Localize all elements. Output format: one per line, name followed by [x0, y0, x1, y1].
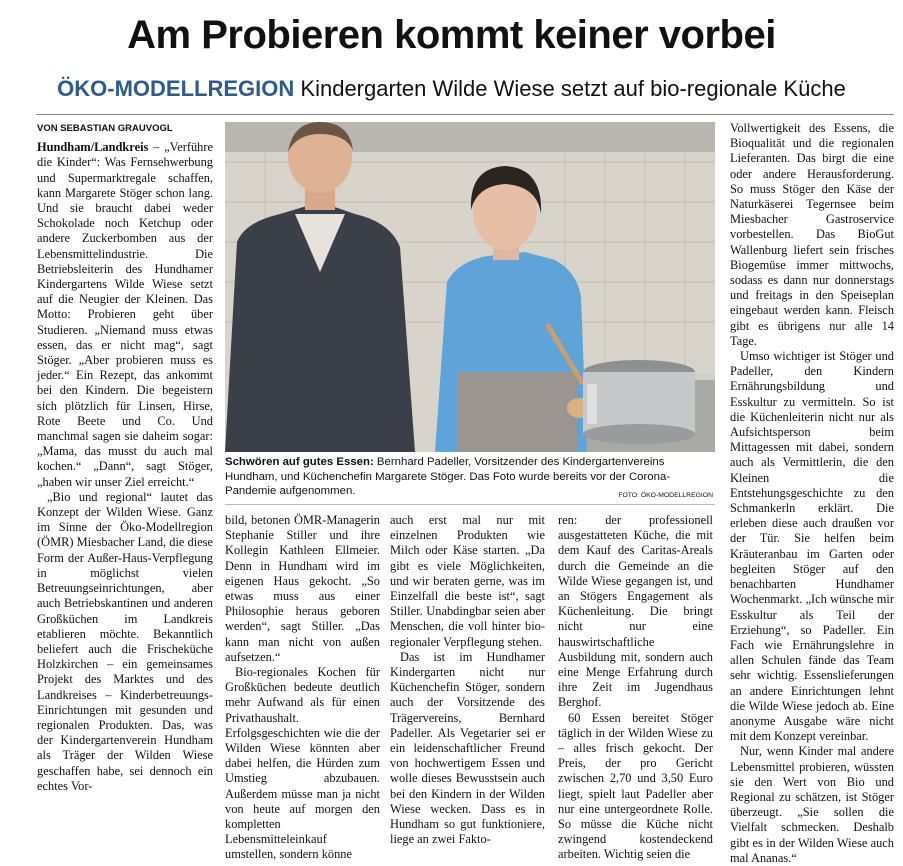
photo-credit: FOTO: ÖKO-MODELLREGION [618, 492, 713, 499]
paragraph: auch erst mal nur mit einzelnen Produkten wie Milch oder Käse starten. „Da gibt es viele Möglichkeiten, und wir beraten gerne, was im Einzelfall die beste ist“, sagt Stiller. Unabdingbar seien aber Menschen, die voll hinter bio-regionaler Verpflegung stehen. [390, 513, 545, 649]
kicker: ÖKO-MODELLREGION [57, 76, 295, 101]
caption-lead: Schwören auf gutes Essen: [225, 456, 374, 468]
headline: Am Probieren kommt keiner vorbei [127, 13, 776, 57]
paragraph: 60 Essen bereitet Stöger täglich in der Wilden Wiese zu – alles frisch gekocht. Der Preis, der pro Gericht zwischen 2,70 und 3,50 Euro liegt, spielt laut Padeller aber nur eine untergeordnete Rolle. So müsse die Küche nicht zwingend kostendeckend arbeiten. Wichtig seien die [558, 710, 713, 862]
paragraph: bild, betonen ÖMR-Managerin Stephanie Stiller und ihre Kollegin Kathleen Ellmeier. Denn in Hundham wird im eigenen Haus gekocht. „So etwas muss aus einer Philosophie heraus geboren werden“, sagt Stiller. „Das kann man nicht von außen aufsetzen.“ [225, 513, 380, 664]
caption-text: Bernhard Padeller, Vorsitzender des Kindergartenvereins Hundham, und Küchenchefin Margarete Stöger. Das Foto wurde bereits vor der Corona-Pandemie aufgenommen. [225, 456, 671, 498]
article-photo [225, 122, 715, 452]
paragraph: Bio-regionales Kochen für Großküchen bedeute deutlich mehr Aufwand als für einen Privathaushalt. Erfolgsgeschichten wie die der Wilden Wiese könnten aber dabei helfen, die Hürden zum Umstieg abzubauen. Außerdem müsse man ja nicht von heute auf morgen den kompletten Lebensmitteleinkauf umstellen, sondern könne [225, 665, 380, 862]
column-2 [225, 513, 380, 863]
column-5 [730, 121, 894, 866]
header-rule [36, 114, 894, 115]
subheadline-row [0, 72, 903, 106]
column-3 [390, 513, 545, 847]
column-1 [37, 121, 213, 794]
paragraph: Das ist im Hundhamer Kindergarten nicht nur Küchenchefin Stöger, sondern auch der Vorsitzende des Trägervereins, Bernhard Padeller. Als Vegetarier sei er ein leidenschaftlicher Freund von hochwertigem Essen und wolle dieses Bewusstsein auch bei den Kindern in der Wilden Wiese wecken. Dass es in Hundham so gut funktioniere, liege an zwei Fakto- [390, 649, 545, 847]
paragraph: Umso wichtiger ist Stöger und Padeller, den Kindern Ernährungsbildung und Esskultur zu vermitteln. So ist die Küchenleiterin nicht nur als Aufsichtsperson beim Mittagessen mit dabei, sondern auch als Vermittlerin, die den Kleinen die Entstehungsgeschichte zu den Schmankerln erklärt. Die erleben diese auch draußen vor der Tür. Sie helfen beim Kräuteranbau im Garten oder begleiten Stöger auf den benachbarten Hundhamer Wochenmarkt. „Ich wünsche mir Esskultur als Teil der Erziehung“, so Padeller. Ein Fach wie Ernährungslehre in allen Schulen fände das Team sehr wichtig. Essenslieferungen an andere Einrichtungen lehnt die Wilde Wiese jedoch ab. Eine anonyme Ausgabe wäre nicht mit dem Konzept vereinbar. [730, 349, 894, 744]
paragraph: Nur, wenn Kinder mal andere Lebensmittel probieren, wüssten sie den Wert von Bio und Regional zu schätzen, ist Stöger überzeugt. „Sie sollen die Vielfalt schmecken. Deshalb gibt es in der Wilden Wiese auch mal Ananas.“ [730, 744, 894, 865]
paragraph: ren: der professionell ausgestatteten Küche, die mit dem Kauf des Caritas-Areals durch die Gemeinde an die Wilde Wiese gegangen ist, und an Stögers Engagement als Küchenleitung. Die bringt nicht nur eine hauswirtschaftliche Ausbildung mit, sondern auch eine Menge Erfahrung durch ihre Zeit im Jugendhaus Berghof. [558, 513, 713, 710]
paragraph: Vollwertigkeit des Essens, die Bioqualität und die regionalen Lieferanten. Das birgt die eine oder andere Herausforderung. So muss Stöger den Käse der Naturkäserei Tegernsee beim Miesbacher Gastroservice vorbestellen. Das BioGut Wallenburg liefert sein frisches Biogemüse immer mittwochs, sodass es dann nur donnerstags und freitags in den Speiseplan eingebaut werden kann. Fleisch gibt es übrigens nur alle 14 Tage. [730, 121, 894, 348]
byline: VON SEBASTIAN GRAUVOGL [37, 123, 173, 134]
subheadline: Kindergarten Wilde Wiese setzt auf bio-regionale Küche [300, 76, 846, 101]
paragraph-text: – „Verführe die Kinder“: Was Fernsehwerbung und Supermarktregale schaffen, kann Margarete Stöger schon lang. Und sie braucht dabei weder Schokolade noch Ketchup oder andere Zuckerbomben aus der Lebensmittelindustrie. Die Betriebsleiterin des Hundhamer Kindergartens Wilde Wiese setzt auf die Neugier der Kleinen. Das Motto: Probieren geht über Studieren. „Niemand muss etwas essen, das er nicht mag“, sagt Stöger. „Aber probieren muss es jeder.“ Ein Rezept, das ankommt bei den Kindern. Die begeistern sich plötzlich für Linsen, Hirse, Rote Beete und Co. Und manchmal sagen sie daheim sogar: „Mama, das musst du auch mal kochen.“ „Dann“, sagt Stöger, „haben wir unser Ziel erreicht.“ [37, 140, 213, 489]
column-4 [558, 513, 713, 863]
photo-illustration [225, 122, 715, 452]
dateline: Hundham/Landkreis [37, 140, 149, 155]
paragraph: „Bio und regional“ lautet das Konzept der Wilden Wiese. Ganz im Sinne der Öko-Modellregion (ÖMR) Miesbacher Land, die diese Form der Außer-Haus-Verpflegung in möglichst vielen Betreuungseinrichtungen, aber auch Betriebskantinen und anderen Großküchen im Landkreis etablieren möchte. Bekanntlich beliefert auch die Frischeküche Holzkirchen – ein gemeinsames Projekt des Marktes und des Landkreises – Kinderbetreuungs-Einrichtungen mit gesunden und regionalen Produkten. Das, was der Kindergartenverein Hundham als Träger der Wilden Wiese geschaffen habe, sei dennoch ein echtes Vor- [37, 489, 213, 793]
paragraph [37, 140, 213, 490]
caption-rule [225, 504, 715, 505]
